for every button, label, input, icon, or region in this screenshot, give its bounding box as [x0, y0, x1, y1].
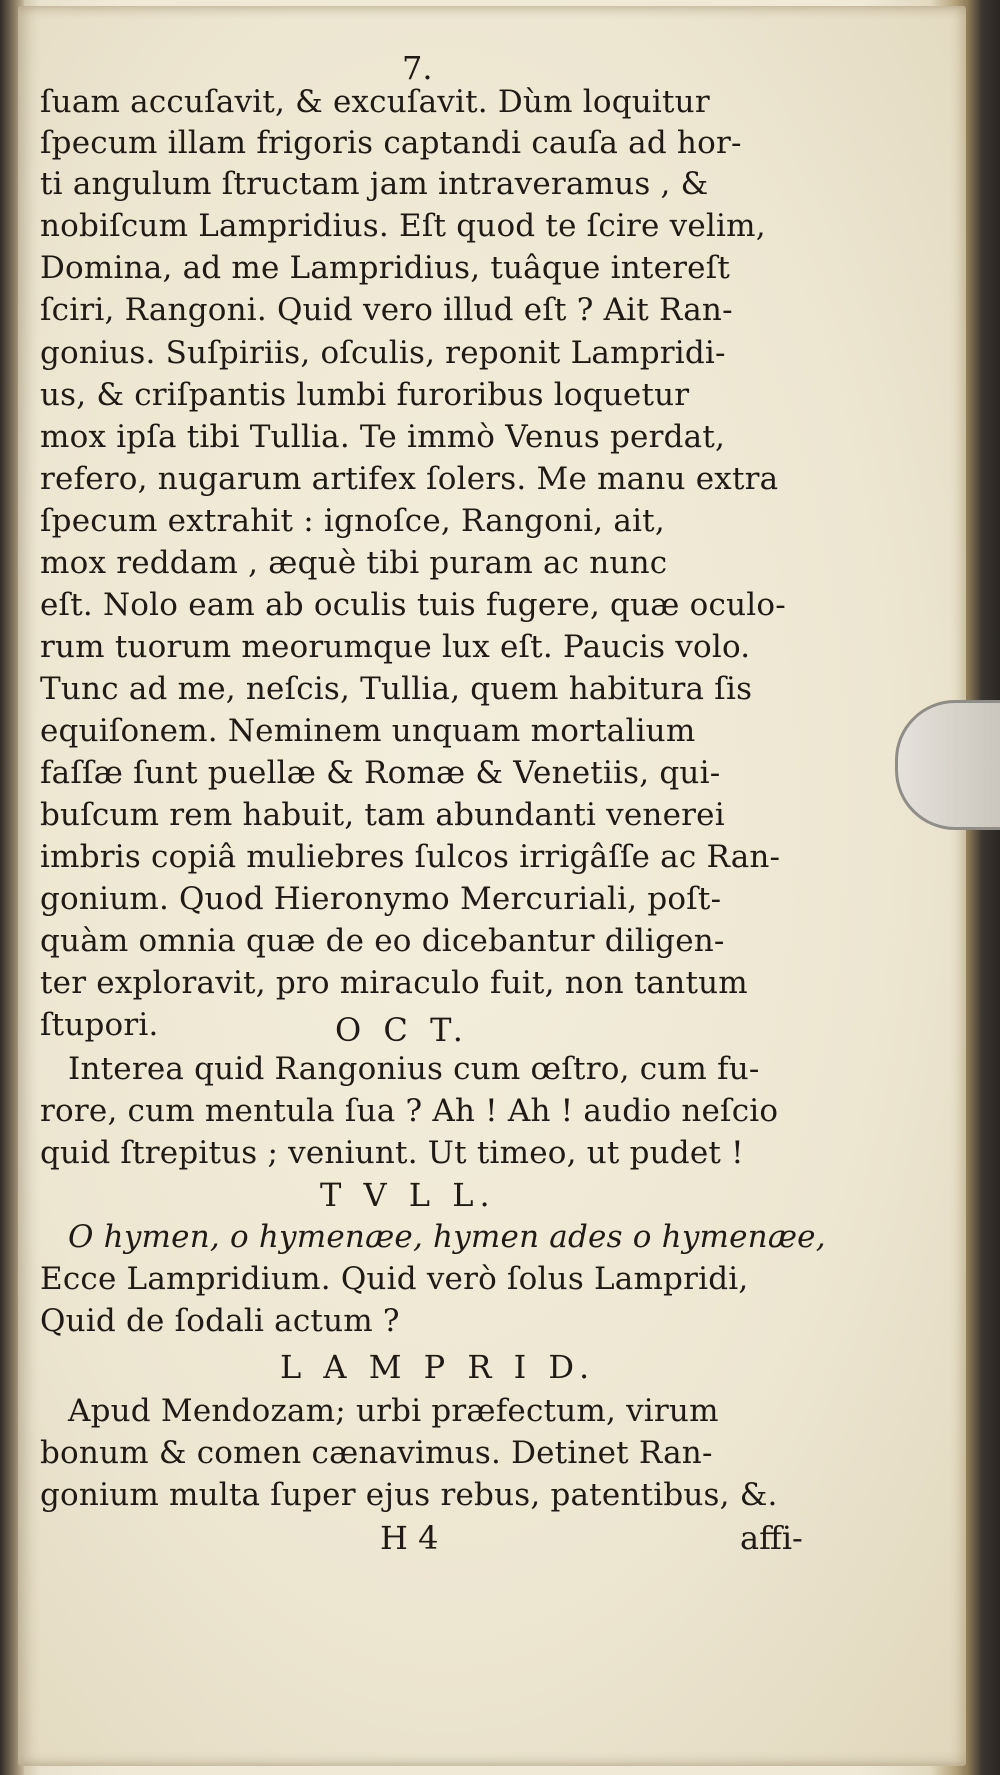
page-number: 7. — [402, 49, 433, 87]
text-line: gonius. Suſpiriis, oſculis, reponit Lampridi- — [40, 335, 726, 371]
speaker-heading-oct: O C T. — [335, 1011, 469, 1049]
text-line: quàm omnia quæ de eo dicebantur diligen- — [40, 923, 725, 959]
text-line: buſcum rem habuit, tam abundanti venerei — [40, 797, 725, 833]
text-line: rore, cum mentula ſua ? Ah ! Ah ! audio neſcio — [40, 1093, 779, 1129]
text-line: ter exploravit, pro miraculo fuit, non tantum — [40, 965, 748, 1001]
text-line: Quid de ſodali actum ? — [40, 1303, 400, 1339]
speaker-heading-lamprid: L A M P R I D. — [280, 1348, 596, 1386]
text-line: gonium. Quod Hieronymo Mercuriali, poſt- — [40, 881, 722, 917]
text-line: ſpecum illam frigoris captandi cauſa ad hor- — [40, 125, 742, 161]
text-line: equiſonem. Neminem unquam mortalium — [40, 713, 696, 749]
text-line: mox ipſa tibi Tullia. Te immò Venus perdat, — [40, 419, 726, 455]
text-line: quid ſtrepitus ; veniunt. Ut timeo, ut pudet ! — [40, 1135, 744, 1171]
text-line: us, & criſpantis lumbi furoribus loquetur — [40, 377, 690, 413]
text-line: refero, nugarum artifex ſolers. Me manu extra — [40, 461, 779, 497]
text-line: eſt. Nolo eam ab oculis tuis fugere, quæ oculo- — [40, 587, 786, 623]
text-line: nobiſcum Lampridius. Eſt quod te ſcire velim, — [40, 208, 766, 244]
text-line: imbris copiâ muliebres ſulcos irrigâſſe ac Ran- — [40, 839, 781, 875]
text-line: ſciri, Rangoni. Quid vero illud eſt ? Ait Ran- — [40, 292, 733, 328]
text-line: ſtupori. — [40, 1007, 159, 1043]
text-line: Tunc ad me, neſcis, Tullia, quem habitura ſis — [40, 671, 753, 707]
text-line: ſuam accuſavit, & excuſavit. Dùm loquitur — [40, 84, 710, 120]
text-line: gonium multa ſuper ejus rebus, patentibus, &. — [40, 1477, 778, 1513]
text-line: Ecce Lampridium. Quid verò ſolus Lampridi, — [40, 1261, 749, 1297]
text-line: ti angulum ſtructam jam intraveramus , & — [40, 166, 709, 202]
text-line: Interea quid Rangonius cum œſtro, cum fu- — [68, 1051, 760, 1087]
text-line: faſſæ ſunt puellæ & Romæ & Venetiis, qui- — [40, 755, 721, 791]
text-line: rum tuorum meorumque lux eſt. Paucis volo. — [40, 629, 751, 665]
page-clip — [895, 700, 1000, 830]
catchword: affi- — [740, 1519, 803, 1557]
text-line: ſpecum extrahit : ignoſce, Rangoni, ait, — [40, 503, 665, 539]
text-line: bonum & comen cænavimus. Detinet Ran- — [40, 1435, 713, 1471]
speaker-heading-tull: T V L L. — [320, 1176, 496, 1214]
signature-mark: H 4 — [380, 1519, 439, 1557]
text-line: O hymen, o hymenæe, hymen ades o hymenæe, — [68, 1219, 826, 1255]
text-line: mox reddam , æquè tibi puram ac nunc — [40, 545, 668, 581]
text-line: Apud Mendozam; urbi præfectum, virum — [68, 1393, 719, 1429]
text-line: Domina, ad me Lampridius, tuâque intereſt — [40, 250, 731, 286]
